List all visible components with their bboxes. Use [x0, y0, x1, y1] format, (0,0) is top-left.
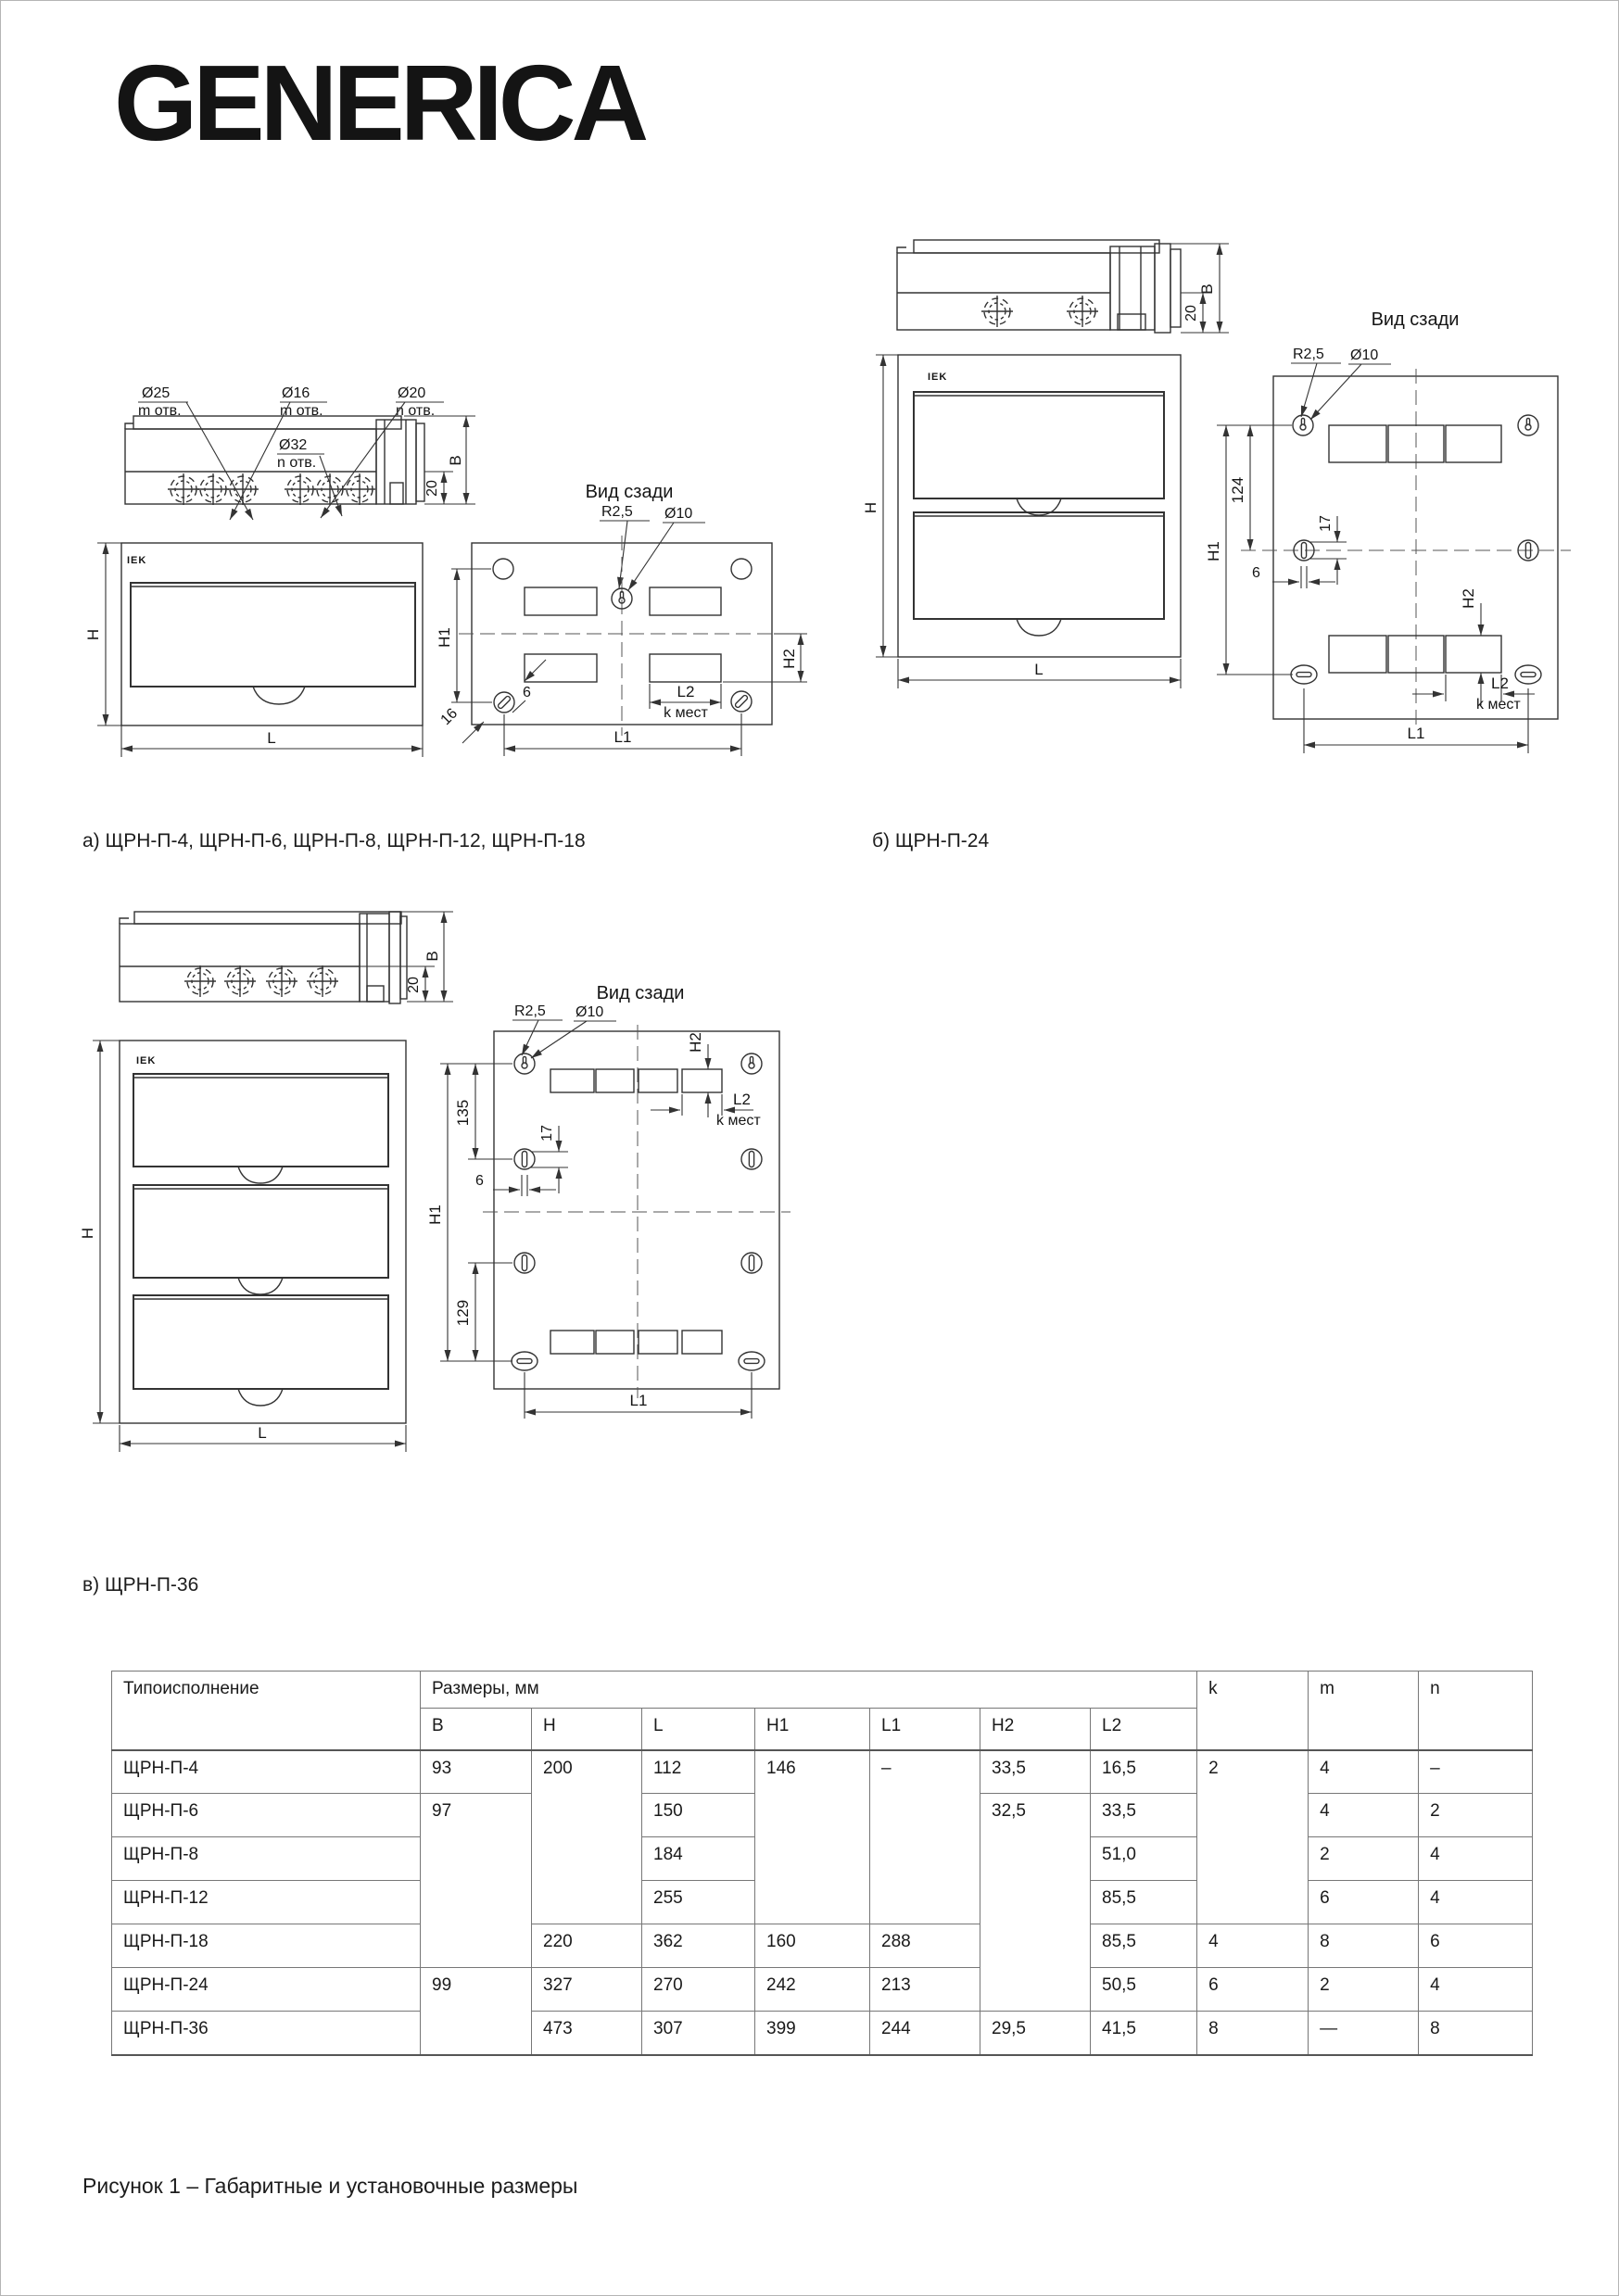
- v-front-view: [79, 1041, 406, 1452]
- cell-n: –: [1419, 1750, 1533, 1794]
- keyhole-icon: [1293, 415, 1313, 435]
- b-rear-view: [1205, 309, 1571, 753]
- slot-icon: [741, 1149, 762, 1169]
- drawing-b: [862, 240, 1571, 753]
- knockout-icon: [1067, 296, 1098, 327]
- dim-label-h2: H2: [780, 649, 798, 669]
- col-header-m: m: [1309, 1672, 1419, 1750]
- cell-H2: 32,5: [980, 1794, 1091, 2012]
- cell-name: ЩРН-П-4: [112, 1750, 421, 1794]
- col-header-k: k: [1197, 1672, 1309, 1750]
- dim-label-r25: R2,5: [514, 1003, 546, 1019]
- holes-label-n: n отв.: [396, 403, 436, 419]
- cell-H1: 160: [755, 1924, 870, 1968]
- dim-label-l2: L2: [1491, 675, 1509, 692]
- cell-B: 97: [421, 1794, 532, 1968]
- dim-label-l: L: [267, 729, 276, 747]
- cell-H2: 33,5: [980, 1750, 1091, 1794]
- drawing-v: [79, 912, 791, 1452]
- knockout-icon: [184, 965, 216, 997]
- a-front-view: [84, 543, 423, 757]
- table-row: [112, 1968, 1533, 2012]
- dim-label-r25: R2,5: [601, 504, 633, 520]
- knockout-icon: [285, 473, 316, 505]
- a-top-view: [125, 385, 475, 520]
- dim-label-d16: Ø16: [282, 385, 310, 401]
- dim-label-d32: Ø32: [279, 437, 308, 453]
- dim-label-h1: H1: [436, 627, 453, 648]
- cell-L2: 41,5: [1091, 2012, 1197, 2055]
- cell-m: 4: [1309, 1794, 1419, 1837]
- holes-label-n: n отв.: [277, 455, 317, 471]
- cell-L1: –: [870, 1750, 980, 1924]
- cell-H1: 146: [755, 1750, 870, 1924]
- b-front-view: [862, 355, 1181, 688]
- cell-m: —: [1309, 2012, 1419, 2055]
- slot-icon: [1291, 665, 1317, 684]
- cell-n: 4: [1419, 1837, 1533, 1881]
- generica-logo: GENERICA: [114, 43, 645, 163]
- holes-label-m: m отв.: [138, 403, 182, 419]
- dim-label-l2: L2: [733, 1091, 751, 1108]
- cell-m: 8: [1309, 1924, 1419, 1968]
- cell-k: 6: [1197, 1968, 1309, 2012]
- cell-L: 184: [642, 1837, 755, 1881]
- cell-H: 220: [532, 1924, 642, 1968]
- cell-name: ЩРН-П-6: [112, 1794, 421, 1837]
- col-header-B: B: [421, 1709, 532, 1750]
- dim-label-20: 20: [406, 977, 422, 993]
- cell-L: 112: [642, 1750, 755, 1794]
- v-top-view: [120, 912, 453, 1003]
- cell-H2: 29,5: [980, 2012, 1091, 2055]
- cell-B: 99: [421, 1968, 532, 2055]
- slot-icon: [741, 1253, 762, 1273]
- knockout-icon: [344, 473, 375, 505]
- cell-k: 4: [1197, 1924, 1309, 1968]
- cell-L: 362: [642, 1924, 755, 1968]
- caption-drawing-a: а) ЩРН-П-4, ЩРН-П-6, ЩРН-П-8, ЩРН-П-12, ЩРН-П-18: [82, 830, 586, 852]
- iek-logo: IEK: [127, 555, 147, 566]
- dim-label-l1: L1: [1407, 725, 1425, 742]
- knockout-icon: [266, 965, 297, 997]
- dim-label-135: 135: [454, 1099, 472, 1127]
- cell-L2: 16,5: [1091, 1750, 1197, 1794]
- cell-n: 6: [1419, 1924, 1533, 1968]
- cell-n: 2: [1419, 1794, 1533, 1837]
- cell-k: 8: [1197, 2012, 1309, 2055]
- col-header-L1: L1: [870, 1709, 980, 1750]
- cell-L2: 85,5: [1091, 1881, 1197, 1924]
- a-rear-view: [436, 482, 807, 756]
- cell-name: ЩРН-П-8: [112, 1837, 421, 1881]
- dim-label-h: H: [79, 1227, 96, 1240]
- cell-name: ЩРН-П-18: [112, 1924, 421, 1968]
- dim-label-kmest: k мест: [716, 1113, 761, 1129]
- dim-label-124: 124: [1229, 476, 1246, 504]
- dim-label-17: 17: [539, 1125, 555, 1142]
- dim-label-6: 6: [523, 685, 531, 700]
- col-header-sizes: Размеры, мм: [421, 1672, 1197, 1709]
- holes-label-m: m отв.: [280, 403, 323, 419]
- dim-label-d10: Ø10: [576, 1004, 604, 1020]
- table-row: [112, 1924, 1533, 1968]
- cell-m: 4: [1309, 1750, 1419, 1794]
- knockout-icon: [168, 473, 199, 505]
- col-header-L: L: [642, 1709, 755, 1750]
- slot-icon: [739, 1352, 765, 1370]
- dimensions-table: [111, 1671, 1533, 2056]
- cell-H: 473: [532, 2012, 642, 2055]
- dim-label-6: 6: [1252, 565, 1260, 581]
- slot-icon: [1515, 665, 1541, 684]
- cell-H: 327: [532, 1968, 642, 2012]
- rear-view-title: Вид сзади: [1371, 309, 1460, 330]
- dim-label-d20: Ø20: [398, 385, 426, 401]
- col-header-type: Типоисполнение: [112, 1672, 421, 1750]
- cell-B: 93: [421, 1750, 532, 1794]
- cell-L: 150: [642, 1794, 755, 1837]
- cell-L2: 51,0: [1091, 1837, 1197, 1881]
- cell-m: 2: [1309, 1837, 1419, 1881]
- iek-logo: IEK: [136, 1055, 157, 1066]
- dim-label-l1: L1: [613, 728, 632, 746]
- drawing-a: [84, 385, 807, 757]
- cell-L: 255: [642, 1881, 755, 1924]
- knockout-icon: [981, 296, 1013, 327]
- caption-drawing-b: б) ЩРН-П-24: [872, 830, 990, 852]
- dim-label-kmest: k мест: [1476, 697, 1521, 713]
- cell-L: 270: [642, 1968, 755, 2012]
- v-rear-view: [426, 983, 791, 1419]
- cell-H1: 399: [755, 2012, 870, 2055]
- slot-icon: [512, 1352, 538, 1370]
- figure-caption: Рисунок 1 – Габаритные и установочные размеры: [82, 2174, 578, 2198]
- dim-label-b: B: [447, 455, 464, 466]
- cell-L1: 288: [870, 1924, 980, 1968]
- dim-label-b: B: [424, 951, 441, 962]
- cell-L: 307: [642, 2012, 755, 2055]
- dim-label-d25: Ø25: [142, 385, 171, 401]
- dim-label-b: B: [1198, 284, 1216, 295]
- dim-label-r25: R2,5: [1293, 347, 1324, 362]
- col-header-H2: H2: [980, 1709, 1091, 1750]
- cell-m: 2: [1309, 1968, 1419, 2012]
- cell-m: 6: [1309, 1881, 1419, 1924]
- knockout-icon: [227, 473, 259, 505]
- slot-icon: [514, 1253, 535, 1273]
- cell-name: ЩРН-П-24: [112, 1968, 421, 2012]
- dim-label-d10: Ø10: [1350, 347, 1379, 363]
- b-top-view: [897, 240, 1229, 333]
- dim-label-h: H: [862, 501, 879, 514]
- dim-label-20: 20: [424, 480, 440, 497]
- keyhole-icon: [514, 1053, 535, 1074]
- dim-label-129: 129: [454, 1299, 472, 1327]
- cell-L1: 244: [870, 2012, 980, 2055]
- col-header-L2: L2: [1091, 1709, 1197, 1750]
- cell-name: ЩРН-П-36: [112, 2012, 421, 2055]
- table-row: [112, 1750, 1533, 1794]
- cell-L2: 85,5: [1091, 1924, 1197, 1968]
- table-row: [112, 2012, 1533, 2055]
- knockout-icon: [224, 965, 256, 997]
- cell-L1: 213: [870, 1968, 980, 2012]
- cell-L2: 33,5: [1091, 1794, 1197, 1837]
- dim-label-h: H: [84, 628, 102, 641]
- iek-logo: IEK: [928, 372, 948, 383]
- cell-n: 4: [1419, 1881, 1533, 1924]
- dim-label-h2: H2: [1460, 588, 1477, 609]
- dim-label-17: 17: [1318, 515, 1334, 532]
- cell-n: 4: [1419, 1968, 1533, 2012]
- knockout-icon: [197, 473, 229, 505]
- dim-label-l1: L1: [629, 1392, 648, 1409]
- col-header-n: n: [1419, 1672, 1533, 1750]
- keyhole-icon: [741, 1053, 762, 1074]
- dim-label-20: 20: [1183, 305, 1199, 322]
- dim-label-l: L: [258, 1424, 267, 1442]
- keyhole-icon: [1518, 415, 1538, 435]
- col-header-H: H: [532, 1709, 642, 1750]
- rear-view-title: Вид сзади: [585, 482, 674, 502]
- col-header-H1: H1: [755, 1709, 870, 1750]
- dim-label-h1: H1: [426, 1205, 444, 1225]
- dim-label-h2: H2: [687, 1032, 704, 1053]
- dim-label-kmest: k мест: [664, 705, 708, 721]
- cell-L2: 50,5: [1091, 1968, 1197, 2012]
- dim-label-h1: H1: [1205, 541, 1222, 561]
- caption-drawing-v: в) ЩРН-П-36: [82, 1574, 199, 1596]
- rear-view-title: Вид сзади: [596, 983, 685, 1003]
- slot-icon: [731, 691, 752, 712]
- dim-label-l2: L2: [677, 683, 695, 700]
- slot-icon: [494, 692, 514, 713]
- cell-name: ЩРН-П-12: [112, 1881, 421, 1924]
- dim-label-l: L: [1034, 661, 1043, 678]
- dim-label-d10: Ø10: [664, 506, 693, 522]
- cell-k: 2: [1197, 1750, 1309, 1924]
- dim-label-6: 6: [475, 1173, 484, 1189]
- cell-n: 8: [1419, 2012, 1533, 2055]
- dim-label-16: 16: [437, 705, 462, 729]
- cell-H: 200: [532, 1750, 642, 1924]
- cell-H1: 242: [755, 1968, 870, 2012]
- knockout-icon: [307, 965, 338, 997]
